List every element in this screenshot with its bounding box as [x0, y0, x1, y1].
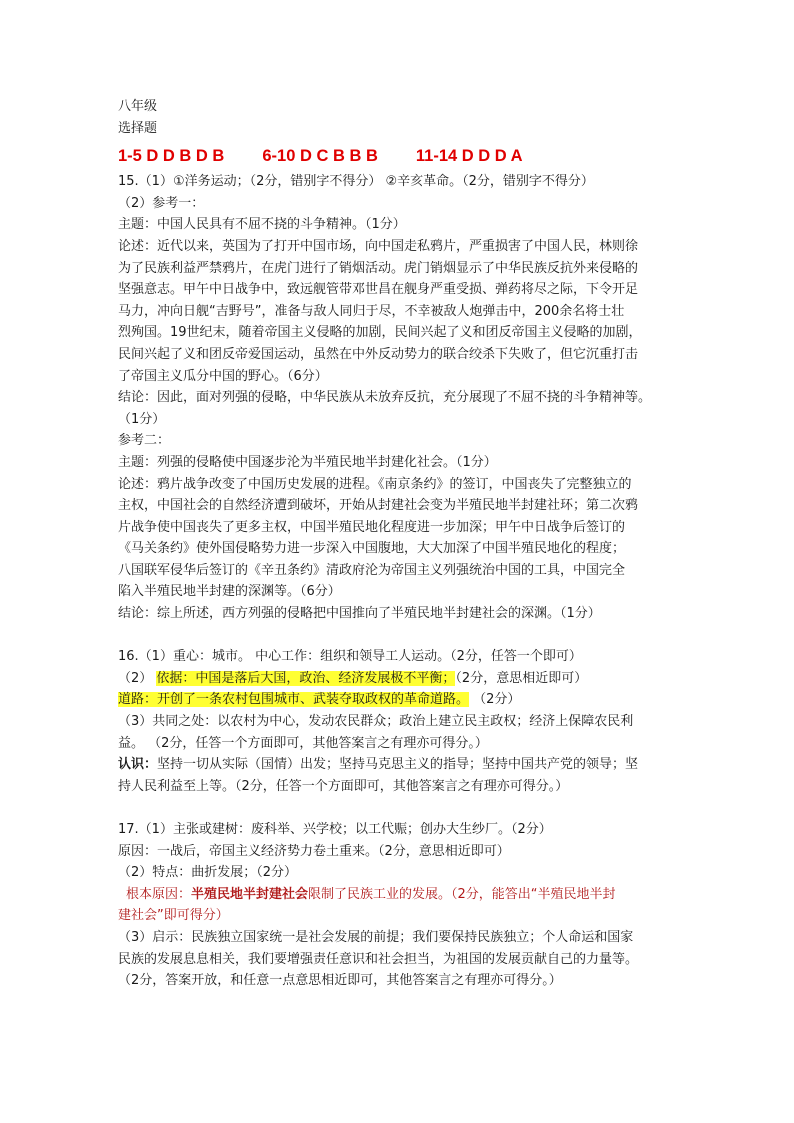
q15-ref2-body-line: 主权，中国社会的自然经济遭到破坏，开始从封建社会变为半殖民地半封建社环；第二次鸦	[118, 498, 639, 514]
q15-ref1-body-line: 论述：近代以来，英国为了打开中国市场，向中国走私鸦片，严重损害了中国人民，林则徐	[118, 238, 639, 254]
grade-label: 八年级	[118, 99, 158, 114]
q17-part2: （2）特点：曲折发展；（2分）	[118, 865, 298, 881]
choice-answers-6-10: 6-10 D C B B B	[262, 147, 378, 166]
q15-ref1-conclusion: 结论：因此，面对列强的侵略，中华民族从未放弃反抗，充分展现了不屈不挠的斗争精神等。	[118, 390, 652, 406]
q17-part1: 17.（1）主张或建树：废科举、兴学校；以工代赈；创办大生纱厂。（2分）	[118, 822, 552, 837]
section-title: 选择题	[118, 120, 158, 136]
q16-part2	[118, 668, 680, 690]
q17-part3-line: （2分，答案开放，和任意一点意思相近即可，其他答案言之有理亦可得分。）	[118, 973, 562, 989]
choice-answers-11-14: 11-14 D D D A	[415, 147, 523, 166]
q17-root-cause-line2: 建社会”即可得分）	[118, 908, 229, 924]
q16-recognition-text: 坚持一切从实际（国情）出发；坚持马克思主义的指导；坚持中国共产党的领导；坚	[157, 757, 639, 773]
q15-ref2-body-line: 片战争使中国丧失了更多主权，中国半殖民地化程度进一步加深；甲午中日战争后签订的	[118, 519, 626, 535]
q15-part2-label: （2）参考一：	[118, 195, 205, 211]
q16-part1: 16.（1）重心：城市。 中心工作：组织和领导工人运动。（2分，任答一个即可）	[118, 649, 582, 665]
q17-root-cause	[118, 884, 680, 906]
choice-answers	[118, 145, 680, 167]
q17-reason: 原因：一战后，帝国主义经济势力卷土重来。（2分，意思相近即可）	[118, 843, 510, 859]
q15-ref2-label: 参考二：	[118, 433, 171, 449]
q16-part2-score: （2分，意思相近即可）	[455, 670, 588, 686]
q16-road-score: （2分）	[469, 692, 521, 708]
q15-ref2-body-line: 《马关条约》使外国侵略势力进一步深入中国腹地，大大加深了中国半殖民地化的程度；	[118, 541, 626, 557]
q16-part3-line: （3）共同之处：以农村为中心，发动农民群众；政治上建立民主政权；经济上保障农民利	[118, 714, 634, 730]
q17-root-prefix: 根本原因：	[126, 886, 192, 902]
q15-ref1-body-line: 烈殉国。19世纪末，随着帝国主义侵略的加剧，民间兴起了义和团反帝国主义侵略的加剧，	[118, 325, 642, 341]
q17-root-suffix: 限制了民族工业的发展。（2分，能答出“半殖民地半封	[308, 886, 616, 902]
q16-recognition	[118, 754, 680, 776]
q16-road	[118, 689, 680, 711]
q15-ref1-theme: 主题：中国人民具有不屈不挠的斗争精神。（1分）	[118, 217, 406, 233]
q15-ref1-conclusion-score: （1分）	[118, 411, 166, 427]
q16-part2-prefix: （2）	[118, 670, 157, 686]
q15-ref2-body-line: 陷入半殖民地半封建的深渊等。（6分）	[118, 584, 341, 600]
q17-part3-line: 民族的发展息息相关，我们要增强责任意识和社会担当，为祖国的发展贡献自己的力量等。	[118, 951, 639, 967]
q16-part3-line: 益。 （2分，任答一个方面即可，其他答案言之有理亦可得分。）	[118, 735, 488, 751]
q15-part1: 15.（1）①洋务运动；（2分，错别字不得分） ②辛亥革命。（2分，错别字不得分）	[118, 174, 594, 190]
q15-ref1-body-line: 了帝国主义瓜分中国的野心。（6分）	[118, 368, 328, 384]
q17-part3-line: （3）启示：民族独立国家统一是社会发展的前提；我们要保持民族独立；个人命运和国家	[118, 929, 634, 945]
q16-recognition-label: 认识：	[118, 757, 158, 773]
q15-ref1-body-line: 马力，冲向日舰“吉野号”，准备与敌人同归于尽，不幸被敌人炮弹击中，200余名将士壮	[118, 303, 625, 319]
choice-answers-1-5: 1-5 D D B D B	[118, 147, 225, 166]
q15-ref2-body-line: 八国联军侵华后签订的《辛丑条约》清政府沦为帝国主义列强统治中国的工具，中国完全	[118, 562, 626, 578]
q15-ref1-body-line: 民间兴起了义和团反帝爱国运动，虽然在中外反动势力的联合绞杀下失败了，但它沉重打击	[118, 346, 639, 362]
q15-ref1-body-line: 为了民族利益严禁鸦片，在虎门进行了销烟活动。虎门销烟显示了中华民族反抗外来侵略的	[118, 260, 639, 276]
q16-basis-highlight: 依据：中国是落后大国，政治、经济发展极不平衡；	[156, 670, 456, 686]
q16-road-highlight: 道路：开创了一条农村包围城市、武装夺取政权的革命道路。	[118, 692, 470, 708]
answer-key-page	[118, 96, 680, 992]
q15-ref2-theme: 主题：列强的侵略使中国逐步沦为半殖民地半封建化社会。（1分）	[118, 454, 497, 470]
q15-ref2-conclusion: 结论：综上所述，西方列强的侵略把中国推向了半殖民地半封建社会的深渊。（1分）	[118, 606, 601, 622]
q15-ref1-body-line: 坚强意志。甲午中日战争中，致远舰管带邓世昌在舰身严重受损、弹药将尽之际，下令开足	[118, 282, 639, 298]
q17-root-bold: 半殖民地半封建社会	[191, 886, 309, 902]
q15-ref2-body-line: 论述：鸦片战争改变了中国历史发展的进程。《南京条约》的签订，中国丧失了完整独立的	[118, 476, 632, 492]
q16-recognition-line2: 持人民利益至上等。（2分，任答一个方面即可，其他答案言之有理亦可得分。）	[118, 778, 569, 794]
